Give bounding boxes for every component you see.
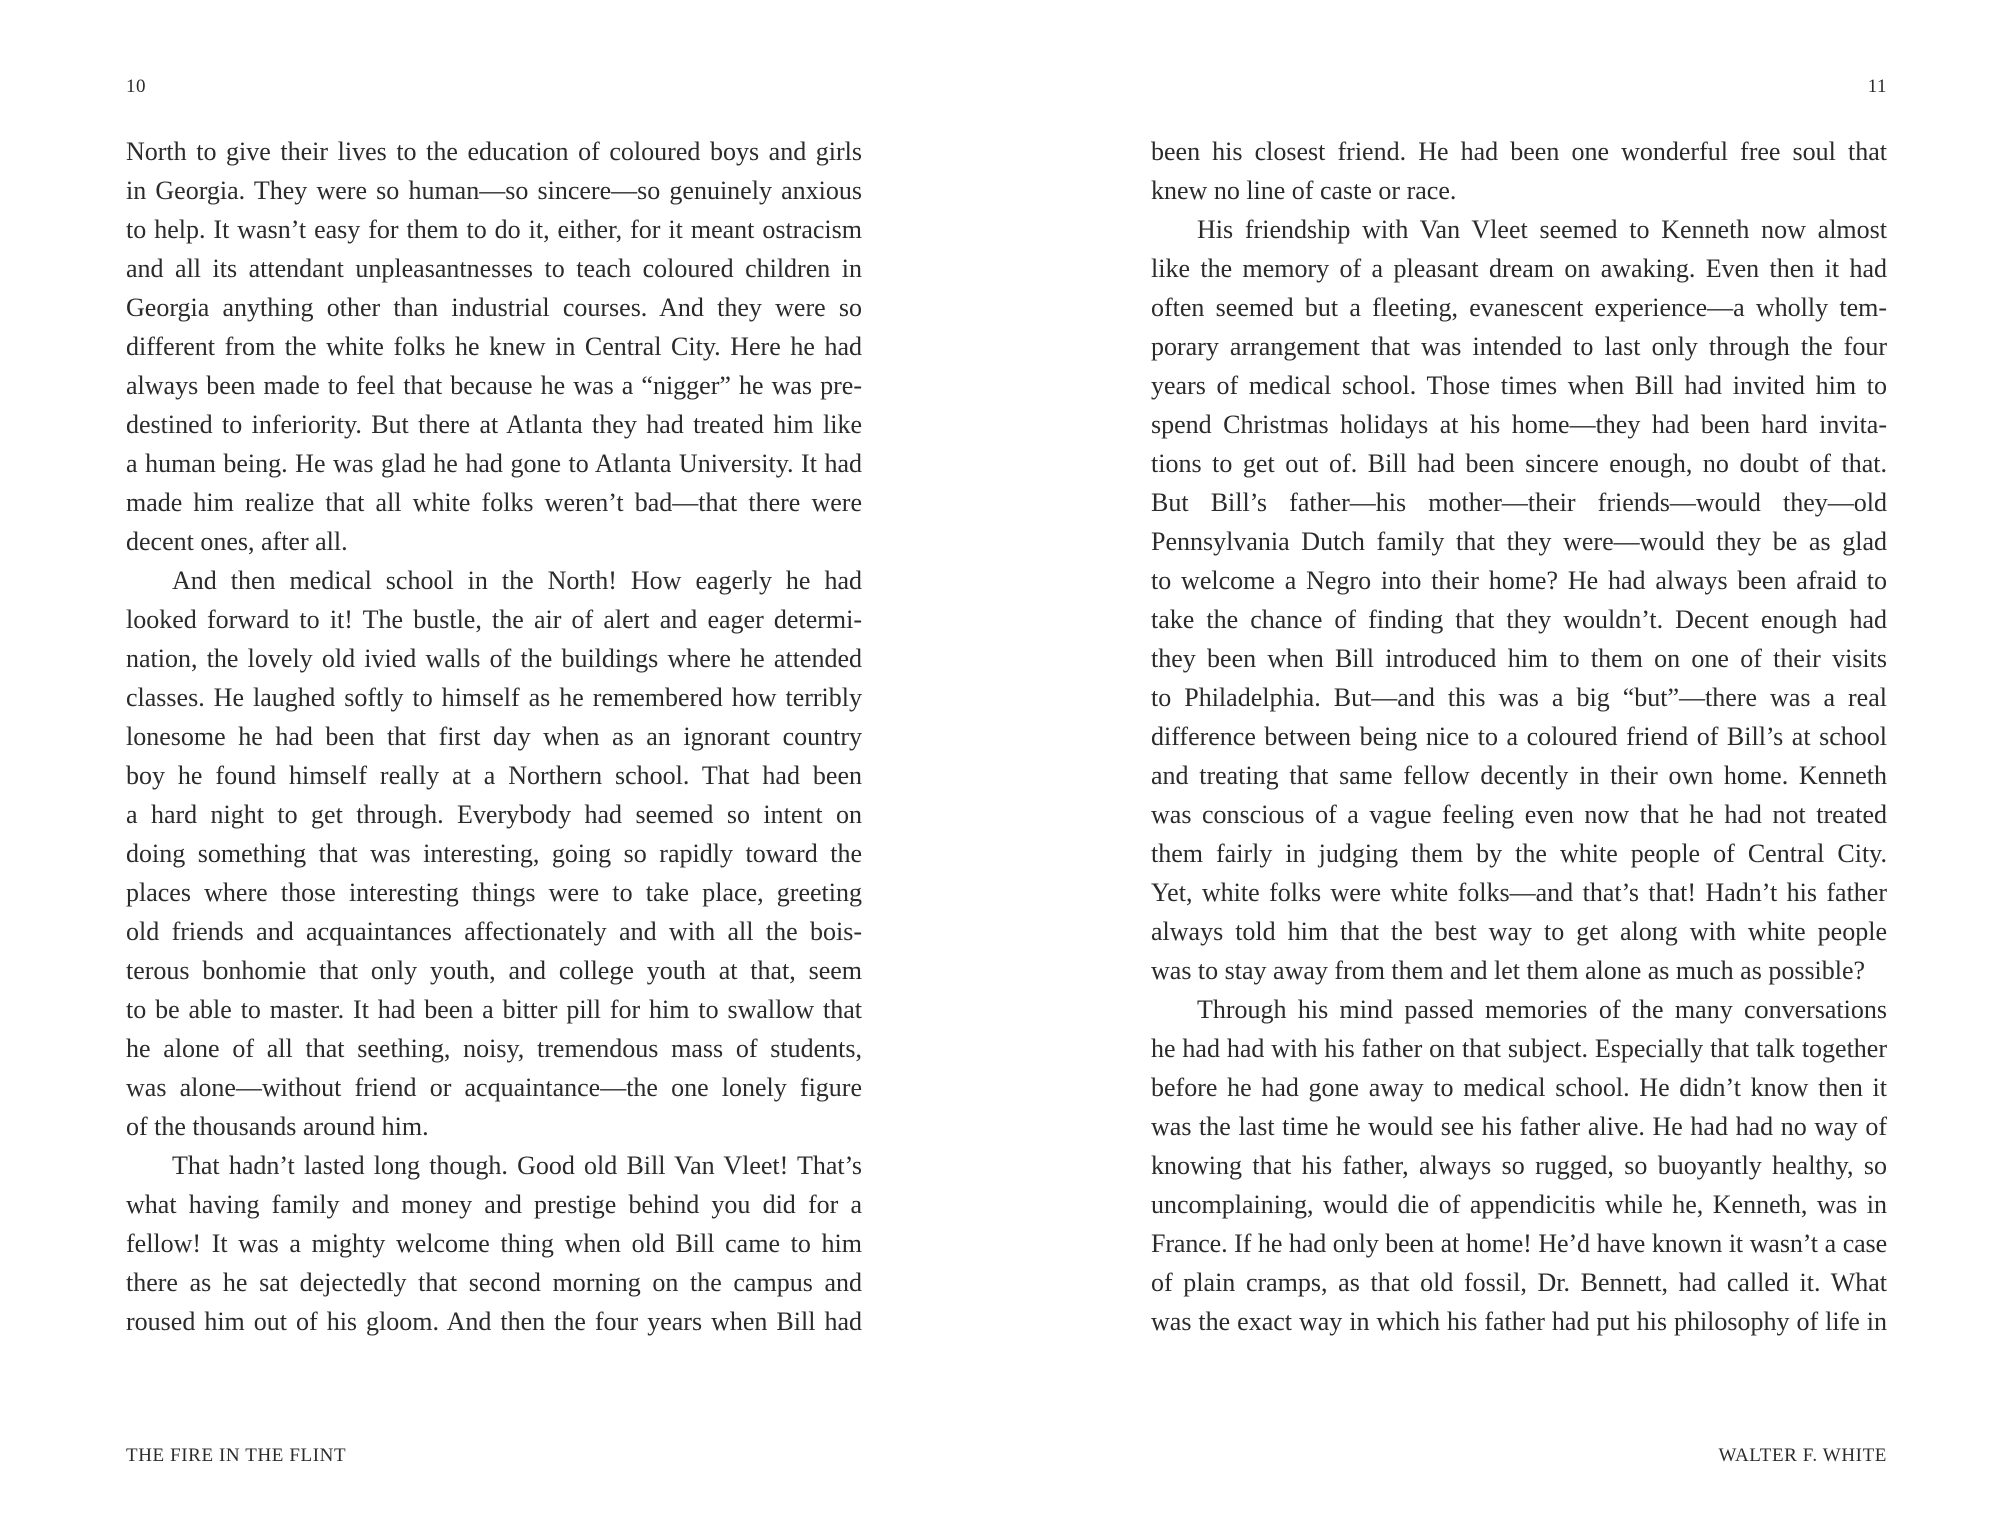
text-line: often seemed but a fleeting, evanescent experience—a wholly tem- — [1151, 293, 1887, 322]
text-line: tions to get out of. Bill had been sincere enough, no doubt of that. — [1151, 449, 1887, 478]
page-number: 10 — [126, 76, 146, 97]
text-line: places where those interesting things were to take place, greeting — [126, 878, 862, 907]
text-line: made him realize that all white folks weren’t bad—that there were — [126, 488, 862, 517]
text-line: boy he found himself really at a Northern school. That had been — [126, 761, 862, 790]
text-line: doing something that was interesting, going so rapidly toward the — [126, 839, 862, 868]
text-line: fellow! It was a mighty welcome thing when old Bill came to him — [126, 1229, 862, 1258]
text-line: That hadn’t lasted long though. Good old Bill Van Vleet! That’s — [172, 1151, 862, 1180]
text-line: uncomplaining, would die of appendicitis while he, Kenneth, was in — [1151, 1190, 1887, 1219]
text-line: of the thousands around him. — [126, 1112, 429, 1141]
text-line: old friends and acquaintances affectionately and with all the bois- — [126, 917, 862, 946]
text-line: was alone—without friend or acquaintance—the one lonely figure — [126, 1073, 862, 1102]
text-line: of plain cramps, as that old fossil, Dr. Bennett, had called it. What — [1151, 1268, 1887, 1297]
text-line: always told him that the best way to get along with white people — [1151, 917, 1887, 946]
text-line: destined to inferiority. But there at Atlanta they had treated him like — [126, 410, 862, 439]
text-line: porary arrangement that was intended to last only through the four — [1151, 332, 1887, 361]
text-line: France. If he had only been at home! He’d have known it wasn’t a case — [1151, 1229, 1887, 1258]
text-line: in Georgia. They were so human—so sincere—so genuinely anxious — [126, 176, 862, 205]
text-line: Pennsylvania Dutch family that they were—would they be as glad — [1151, 527, 1887, 556]
text-line: what having family and money and prestige behind you did for a — [126, 1190, 862, 1219]
text-line: and all its attendant unpleasantnesses to teach coloured children in — [126, 254, 862, 283]
text-line: like the memory of a pleasant dream on awaking. Even then it had — [1151, 254, 1887, 283]
text-line: was the exact way in which his father had put his philosophy of life in — [1151, 1307, 1887, 1336]
page-body-text — [126, 132, 862, 1341]
text-line: knowing that his father, always so rugged, so buoyantly healthy, so — [1151, 1151, 1887, 1180]
text-line: to Philadelphia. But—and this was a big “but”—there was a real — [1151, 683, 1887, 712]
text-line: they been when Bill introduced him to them on one of their visits — [1151, 644, 1887, 673]
text-line: terous bonhomie that only youth, and college youth at that, seem — [126, 956, 862, 985]
text-line: to welcome a Negro into their home? He had always been afraid to — [1151, 566, 1887, 595]
text-line: lonesome he had been that first day when as an ignorant country — [126, 722, 862, 751]
text-line: North to give their lives to the education of coloured boys and girls — [126, 137, 862, 166]
text-line: difference between being nice to a coloured friend of Bill’s at school — [1151, 722, 1887, 751]
text-line: knew no line of caste or race. — [1151, 176, 1457, 205]
text-line: nation, the lovely old ivied walls of the buildings where he attended — [126, 644, 862, 673]
text-line: decent ones, after all. — [126, 527, 348, 556]
text-line: looked forward to it! The bustle, the air of alert and eager determi- — [126, 605, 862, 634]
text-line: he had had with his father on that subject. Especially that talk together — [1151, 1034, 1887, 1063]
text-line: a hard night to get through. Everybody had seemed so intent on — [126, 800, 862, 829]
running-footer-author: WALTER F. WHITE — [1718, 1445, 1887, 1466]
running-footer-title: THE FIRE IN THE FLINT — [126, 1445, 347, 1466]
page-number: 11 — [1867, 76, 1887, 97]
text-line: classes. He laughed softly to himself as he remembered how terribly — [126, 683, 862, 712]
text-line: Georgia anything other than industrial courses. And they were so — [126, 293, 862, 322]
text-line: was the last time he would see his father alive. He had had no way of — [1151, 1112, 1887, 1141]
text-line: always been made to feel that because he was a “nigger” he was pre- — [126, 371, 862, 400]
text-line: been his closest friend. He had been one wonderful free soul that — [1151, 137, 1887, 166]
text-line: and treating that same fellow decently in their own home. Kenneth — [1151, 761, 1887, 790]
text-line: Through his mind passed memories of the many conversations — [1197, 995, 1887, 1024]
left-page — [126, 0, 862, 1535]
text-line: Yet, white folks were white folks—and that’s that! Hadn’t his father — [1151, 878, 1887, 907]
text-line: roused him out of his gloom. And then the four years when Bill had — [126, 1307, 862, 1336]
text-line: years of medical school. Those times when Bill had invited him to — [1151, 371, 1887, 400]
text-line: a human being. He was glad he had gone to Atlanta University. It had — [126, 449, 862, 478]
text-line: take the chance of finding that they wouldn’t. Decent enough had — [1151, 605, 1887, 634]
text-line: was conscious of a vague feeling even now that he had not treated — [1151, 800, 1887, 829]
text-line: he alone of all that seething, noisy, tremendous mass of students, — [126, 1034, 862, 1063]
text-line: spend Christmas holidays at his home—they had been hard invita- — [1151, 410, 1887, 439]
text-line: there as he sat dejectedly that second morning on the campus and — [126, 1268, 862, 1297]
text-line: to help. It wasn’t easy for them to do it, either, for it meant ostracism — [126, 215, 862, 244]
right-page — [1151, 0, 1887, 1535]
text-line: different from the white folks he knew in Central City. Here he had — [126, 332, 862, 361]
page-body-text — [1151, 132, 1887, 1341]
text-line: And then medical school in the North! How eagerly he had — [172, 566, 862, 595]
text-line: before he had gone away to medical school. He didn’t know then it — [1151, 1073, 1887, 1102]
text-line: them fairly in judging them by the white people of Central City. — [1151, 839, 1887, 868]
text-line: was to stay away from them and let them alone as much as possible? — [1151, 956, 1866, 985]
text-line: His friendship with Van Vleet seemed to Kenneth now almost — [1197, 215, 1887, 244]
text-line: to be able to master. It had been a bitter pill for him to swallow that — [126, 995, 862, 1024]
text-line: But Bill’s father—his mother—their friends—would they—old — [1151, 488, 1887, 517]
